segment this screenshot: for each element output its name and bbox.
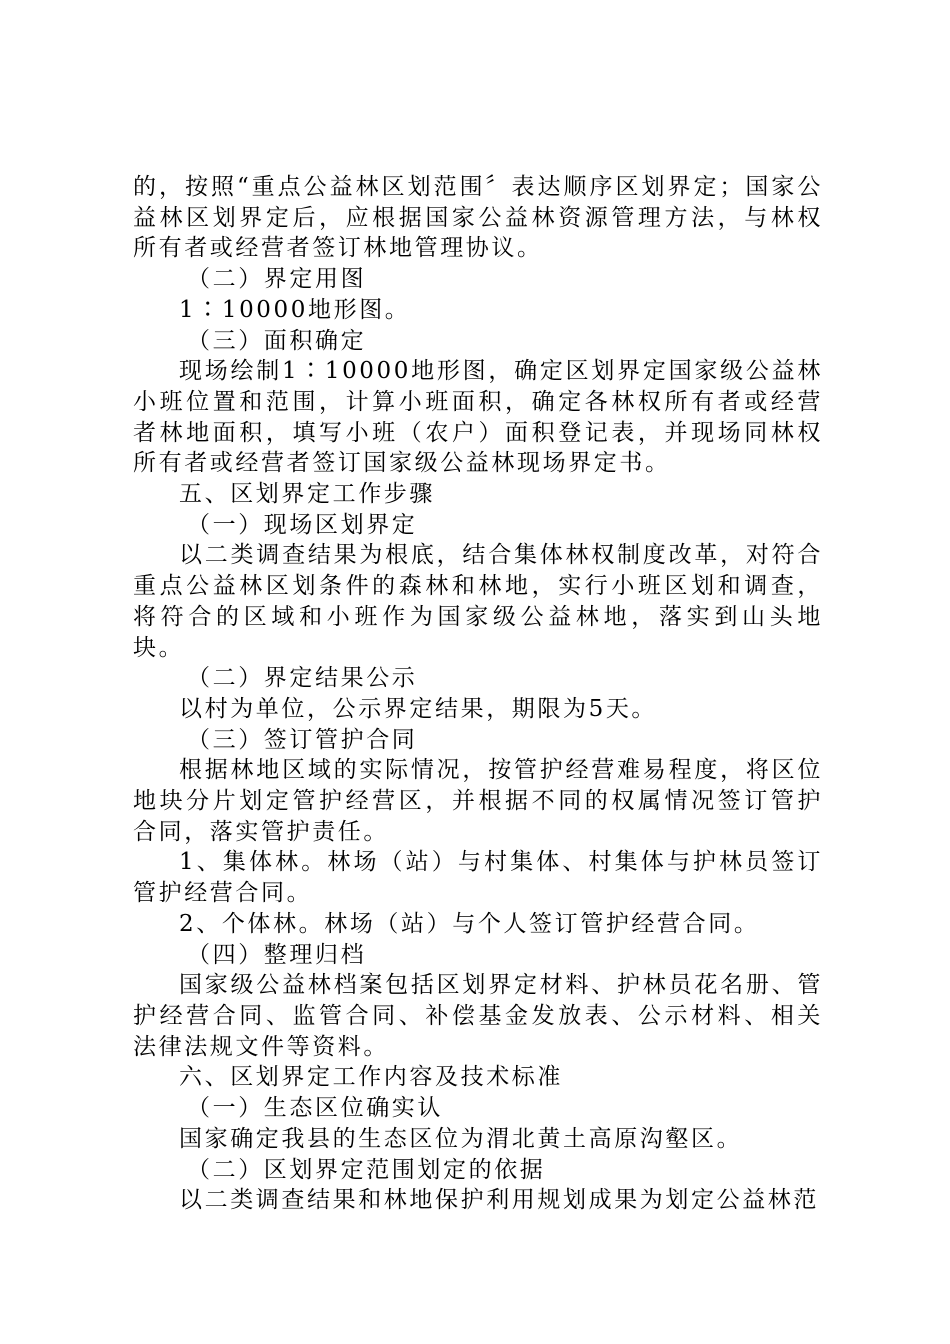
section-subheading: （一）现场区划界定	[187, 511, 418, 538]
body-paragraph: 国家确定我县的生态区位为渭北黄土高原沟壑区。	[179, 1125, 743, 1152]
body-paragraph: 现场绘制1∶10000地形图，确定区划界定国家级公益林小班位置和范围，计算小班面积，确定各林权所有者或经营者林地面积，填写小班（农户）面积登记表，并现场同林权所有者或经营者签订国家级公益林现场界定书。	[133, 358, 823, 477]
list-item: 1、集体林。林场（站）与村集体、村集体与护林员签订管护经营合同。	[133, 849, 823, 907]
body-paragraph: 根据林地区域的实际情况，按管护经营难易程度，将区位地块分片划定管护经营区，并根据不同的权属情况签订管护合同，落实管护责任。	[133, 757, 823, 845]
section-heading: 五、区划界定工作步骤	[179, 481, 435, 508]
section-subheading: （二）界定结果公示	[187, 665, 418, 692]
document-body	[133, 172, 823, 1216]
body-paragraph: 以村为单位，公示界定结果，期限为5天。	[179, 695, 658, 722]
section-subheading: （二）区划界定范围划定的依据	[187, 1156, 546, 1183]
body-paragraph: 以二类调查结果为根底，结合集体林权制度改革，对符合重点公益林区划条件的森林和林地，实行小班区划和调查，将符合的区域和小班作为国家级公益林地，落实到山头地块。	[133, 542, 823, 661]
body-paragraph: 国家级公益林档案包括区划界定材料、护林员花名册、管护经营合同、监管合同、补偿基金发放表、公示材料、相关法律法规文件等资料。	[133, 972, 823, 1060]
section-subheading: （二）界定用图	[187, 266, 367, 293]
section-subheading: （三）签订管护合同	[187, 726, 418, 753]
list-item: 2、个体林。林场（站）与个人签订管护经营合同。	[179, 910, 760, 937]
body-paragraph: 的，按照“重点公益林区划范围〞表达顺序区划界定；国家公益林区划界定后，应根据国家公益林资源管理方法，与林权所有者或经营者签订林地管理协议。	[133, 174, 823, 262]
section-heading: 六、区划界定工作内容及技术标准	[179, 1064, 563, 1091]
section-subheading: （四）整理归档	[187, 941, 367, 968]
section-subheading: （一）生态区位确实认	[187, 1095, 443, 1122]
section-subheading: （三）面积确定	[187, 327, 367, 354]
body-paragraph: 以二类调查结果和林地保护利用规划成果为划定公益林范	[179, 1187, 819, 1214]
body-paragraph: 1∶10000地形图。	[179, 296, 411, 323]
